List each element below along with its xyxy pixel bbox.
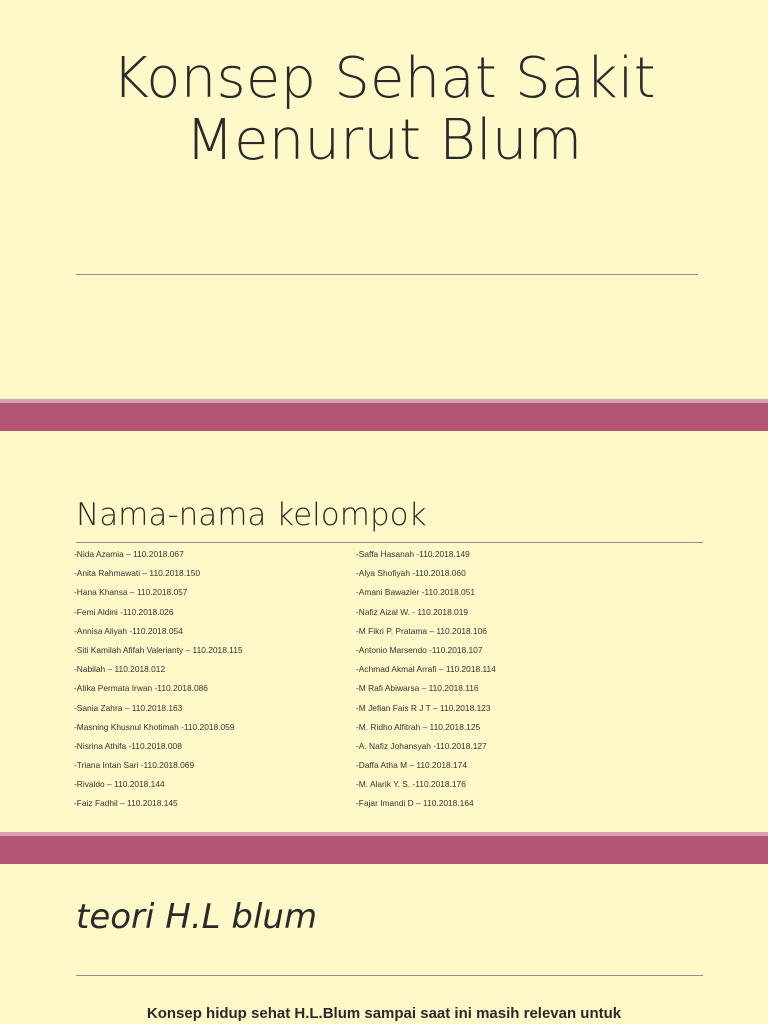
- member-list-item: -Nida Azamia – 110.2018.067: [74, 549, 184, 559]
- slide-separator-band: [0, 832, 768, 864]
- member-list-item: -M. Ridho Alfitrah – 110.2018.125: [356, 721, 481, 732]
- theory-heading: teori H.L blum: [76, 897, 318, 937]
- member-list-item: -Nafiz Aizal W. - 110.2018.019: [356, 606, 469, 617]
- member-list-item: -A. Nafiz Johansyah -110.2018.127: [356, 740, 487, 751]
- member-list-item: -Atika Permata Irwan -110.2018.086: [74, 683, 208, 694]
- member-list-item: -Triana Intan Sari -110.2018.069: [74, 760, 195, 771]
- members-list-left: [74, 546, 344, 815]
- member-list-item: -Nisrina Athifa -110.2018.008: [74, 740, 182, 751]
- theory-body-text: Konsep hidup sehat H.L.Blum sampai saat ini masih relevan untuk: [146, 1005, 622, 1022]
- member-list-item: -Saffa Hasanah -110.2018.149: [356, 549, 470, 559]
- member-list-item: -Faiz Fadhil – 110.2018.145: [74, 798, 178, 809]
- member-list-item: -Amani Bawazier -110.2018.051: [356, 587, 476, 598]
- member-list-item: -Achmad Akmal Arrafi – 110.2018.114: [356, 664, 496, 675]
- group-members-heading: Nama-nama kelompok: [76, 497, 427, 533]
- member-list-item: -Sania Zahra – 110.2018.163: [74, 702, 183, 713]
- member-list-item: -M Rafi Abiwarsa – 110.2018.116: [356, 683, 479, 694]
- heading-divider-rule: [76, 542, 703, 543]
- members-list-right: [356, 546, 656, 815]
- member-list-item: -Femi Aldini -110.2018.026: [74, 606, 174, 617]
- member-list-item: -Daffa Atha M – 110.2018.174: [356, 760, 467, 771]
- member-list-item: -Antonio Marsendo -110.2018.107: [356, 644, 483, 655]
- heading-divider-rule: [76, 975, 703, 976]
- member-list-item: -Rivaldo – 110.2018.144: [74, 779, 165, 790]
- member-list-item: -Alya Shofiyah -110.2018.060: [356, 568, 466, 579]
- member-list-item: -M Fikri P. Pratama – 110.2018.106: [356, 625, 487, 636]
- member-list-item: -Nabilah – 110.2018.012: [74, 664, 166, 675]
- slide-title-line-2: Menurut Blum: [185, 108, 583, 173]
- member-list-item: -Siti Kamilah Afifah Valerianty – 110.2018.115: [74, 644, 243, 655]
- member-list-item: -Masning Khusnul Khotimah -110.2018.059: [74, 721, 235, 732]
- slide-title-line-1: Konsep Sehat Sakit: [112, 46, 656, 111]
- title-divider-rule: [76, 274, 698, 275]
- member-list-item: -Annisa Aliyah -110.2018.054: [74, 625, 183, 636]
- member-list-item: -Fajar Imandi D – 110.2018.164: [356, 798, 474, 809]
- slide-separator-band: [0, 399, 768, 431]
- member-list-item: -Hana Khansa – 110.2018.057: [74, 587, 188, 598]
- member-list-item: -Anita Rahmawati – 110.2018.150: [74, 568, 201, 579]
- slide-title: [0, 48, 768, 172]
- member-list-item: -M. Alarik Y. S. -110.2018.176: [356, 779, 466, 790]
- member-list-item: -M Jefian Fais R J T – 110.2018.123: [356, 702, 491, 713]
